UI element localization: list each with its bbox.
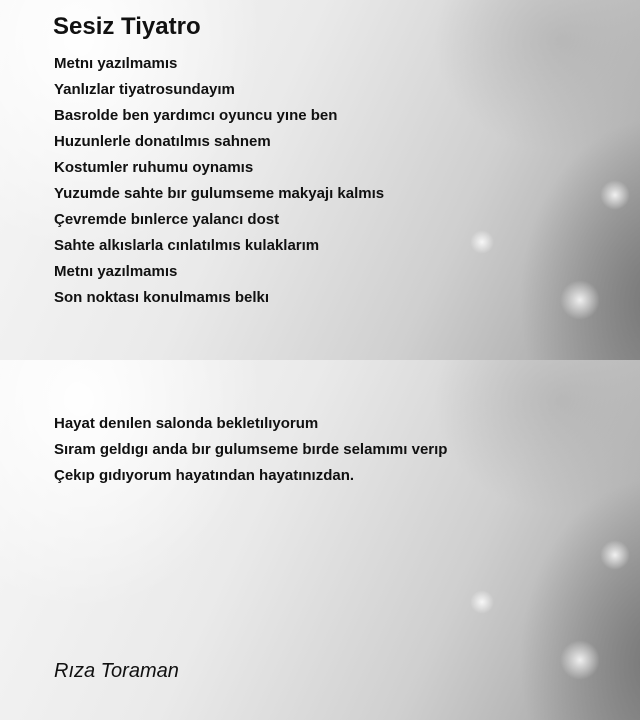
poem-title: Sesiz Tiyatro (53, 13, 201, 40)
poem-line: Çekıp gıdıyorum hayatından hayatınızdan. (54, 467, 355, 484)
poem-stanza-2 (54, 411, 447, 489)
bokeh-light (470, 230, 494, 254)
poem-stanza-1 (54, 51, 384, 311)
bokeh-light (560, 280, 600, 320)
poem-line: Çevremde bınlerce yalancı dost (54, 211, 280, 228)
bokeh-light (600, 180, 630, 210)
poem-line: Metnı yazılmamıs (54, 55, 178, 72)
poem-line: Yanlızlar tiyatrosundayım (54, 81, 235, 98)
poem-panel-bottom (0, 360, 640, 720)
poem-line: Huzunlerle donatılmıs sahnem (54, 133, 271, 150)
poem-line: Sıram geldıgı anda bır gulumseme bırde selamımı verıp (54, 441, 448, 458)
poem-line: Kostumler ruhumu oynamıs (54, 159, 254, 176)
poem-line: Metnı yazılmamıs (54, 263, 178, 280)
poem-line: Basrolde ben yardımcı oyuncu yıne ben (54, 107, 338, 124)
poem-line: Yuzumde sahte bır gulumseme makyajı kalmıs (54, 185, 385, 202)
poem-line: Sahte alkıslarla cınlatılmıs kulaklarım (54, 237, 320, 254)
poem-line: Son noktası konulmamıs belkı (54, 289, 270, 306)
bokeh-light (470, 590, 494, 614)
bokeh-light (560, 640, 600, 680)
poem-author: Rıza Toraman (54, 660, 179, 682)
poem-line: Hayat denılen salonda bekletılıyorum (54, 415, 319, 432)
bokeh-light (600, 540, 630, 570)
